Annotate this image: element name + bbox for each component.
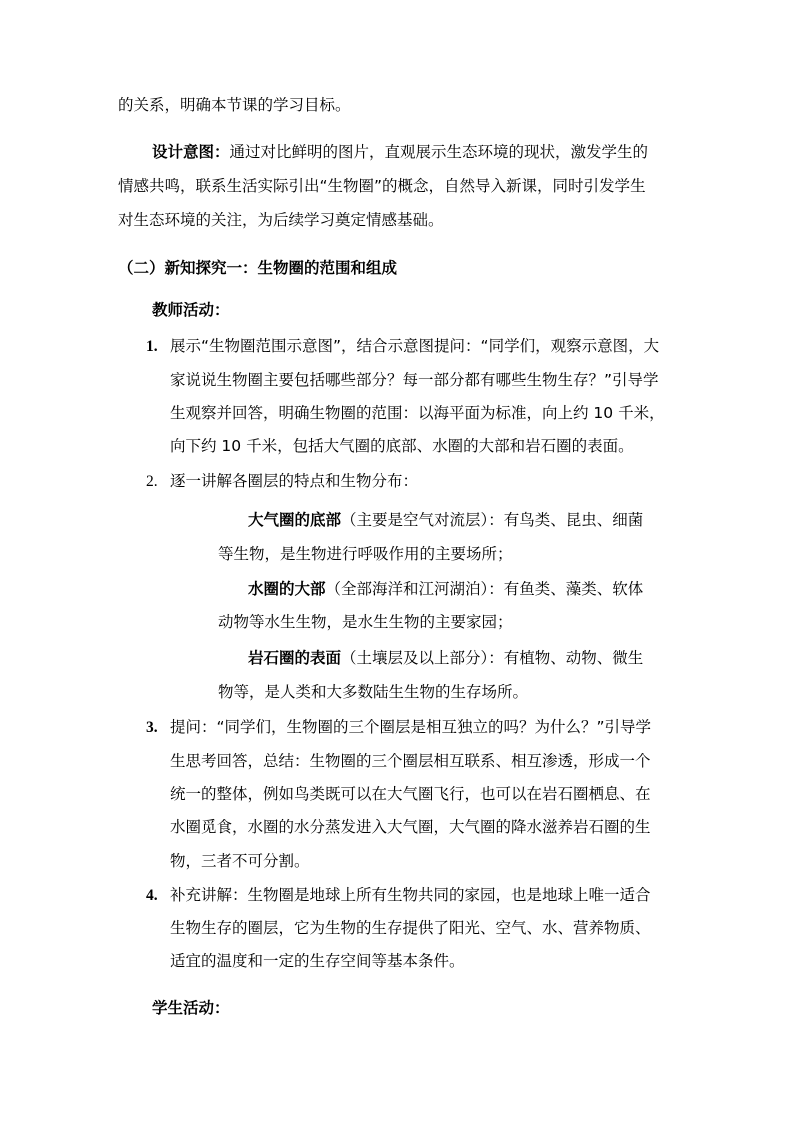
- sublayer-atmosphere-desc: （主要是空气对流层）：有鸟类、昆虫、细菌: [341, 511, 644, 529]
- design-intent-label: 设计意图：: [152, 143, 230, 161]
- sublayer-lithosphere-title: 岩石圈的表面: [248, 649, 342, 667]
- sublayer-lithosphere: [248, 648, 643, 668]
- list-number-1: 1.: [146, 338, 158, 355]
- section-heading: （二）新知探究一：生物圈的范围和组成: [118, 259, 398, 277]
- list-number-4: 4.: [146, 887, 158, 904]
- item-3-line-4: 水圈觅食，水圈的水分蒸发进入大气圈，大气圈的降水滋养岩石圈的生: [170, 818, 651, 836]
- item-4-line-3: 适宜的温度和一定的生存空间等基本条件。: [170, 952, 465, 970]
- student-activity-label: 学生活动：: [152, 999, 230, 1017]
- intro-line: 的关系，明确本节课的学习目标。: [118, 96, 351, 114]
- item-3-line-3: 统一的整体，例如鸟类既可以在大气圈飞行，也可以在岩石圈栖息、在: [170, 785, 651, 803]
- item-4-line-2: 生物生存的圈层，它为生物的生存提供了阳光、空气、水、营养物质、: [170, 919, 651, 937]
- sublayer-lithosphere-line-2: 物等，是人类和大多数陆生生物的生存场所。: [218, 683, 529, 701]
- sublayer-hydrosphere: [248, 579, 643, 599]
- list-number-3: 3.: [146, 719, 158, 736]
- design-intent-text-1: 通过对比鲜明的图片，直观展示生态环境的现状，激发学生的: [229, 143, 649, 161]
- item-3-line-2: 生思考回答，总结：生物圈的三个圈层相互联系、相互渗透，形成一个: [170, 752, 651, 770]
- item-2-line-1: 逐一讲解各圈层的特点和生物分布：: [170, 472, 419, 490]
- item-1-line-1: 展示“生物圈范围示意图”，结合示意图提问：“同学们，观察示意图，大: [170, 337, 660, 355]
- item-1-line-3: 生观察并回答，明确生物圈的范围：以海平面为标准，向上约 10 千米，: [170, 404, 665, 422]
- sublayer-atmosphere-title: 大气圈的底部: [248, 511, 342, 529]
- sublayer-hydrosphere-desc: （全部海洋和江河湖泊）：有鱼类、藻类、软体: [325, 580, 644, 598]
- item-1-line-2: 家说说生物圈主要包括哪些部分？每一部分都有哪些生物生存？”引导学: [170, 371, 659, 389]
- teacher-activity-label: 教师活动：: [152, 301, 230, 319]
- list-number-2: 2.: [146, 473, 158, 490]
- design-intent-line-3: 对生态环境的关注，为后续学习奠定情感基础。: [118, 211, 444, 229]
- item-1-line-4: 向下约 10 千米，包括大气圈的底部、水圈的大部和岩石圈的表面。: [170, 437, 634, 455]
- item-3-line-5: 物，三者不可分割。: [170, 852, 310, 870]
- sublayer-hydrosphere-line-2: 动物等水生生物，是水生生物的主要家园；: [218, 613, 513, 631]
- sublayer-atmosphere-line-2: 等生物，是生物进行呼吸作用的主要场所；: [218, 545, 513, 563]
- design-intent-line-1: [152, 142, 648, 162]
- item-4-line-1: 补充讲解：生物圈是地球上所有生物共同的家园，也是地球上唯一适合: [170, 886, 651, 904]
- sublayer-atmosphere: [248, 510, 643, 530]
- sublayer-hydrosphere-title: 水圈的大部: [248, 580, 326, 598]
- sublayer-lithosphere-desc: （土壤层及以上部分）：有植物、动物、微生: [341, 649, 644, 667]
- design-intent-line-2: 情感共鸣，联系生活实际引出“生物圈”的概念，自然导入新课，同时引发学生: [118, 177, 646, 195]
- item-3-line-1: 提问：“同学们，生物圈的三个圈层是相互独立的吗？为什么？”引导学: [170, 718, 652, 736]
